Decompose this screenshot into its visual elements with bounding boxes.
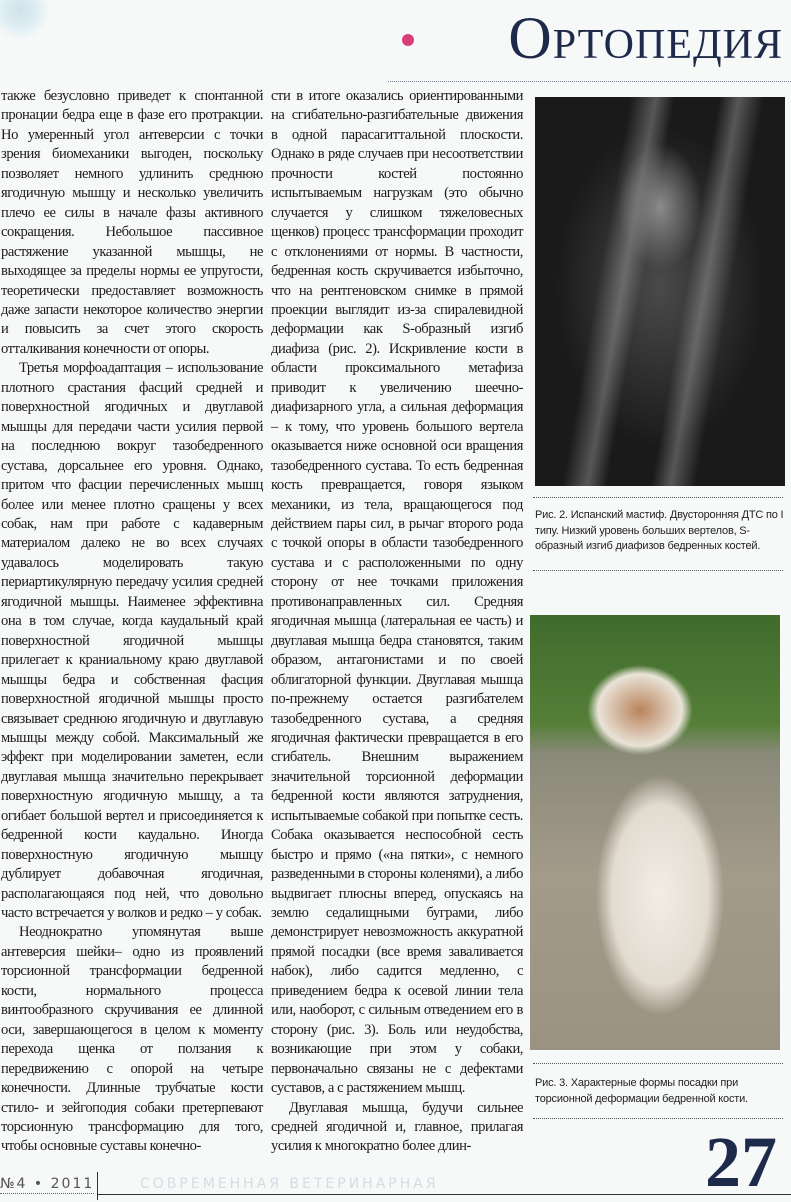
caption-divider bbox=[533, 570, 783, 571]
xray-image-figure-2 bbox=[535, 97, 785, 486]
footer-divider bbox=[97, 1172, 98, 1200]
title-divider bbox=[388, 81, 791, 82]
caption-divider bbox=[533, 1063, 783, 1064]
figure-3-caption: Рис. 3. Характерные формы посадки при торсионной деформации бедренной кости. bbox=[535, 1077, 748, 1105]
figure-2-caption: Рис. 2. Испанский мастиф. Двусторонняя ДТС по I типу. Низкий уровень больших вертелов, S-образный изгиб диафизов бедренных костей. bbox=[535, 509, 784, 552]
footer-rule bbox=[97, 1194, 791, 1195]
section-bullet-icon bbox=[402, 34, 414, 46]
corner-illustration bbox=[0, 0, 60, 40]
dog-photo-figure-3 bbox=[530, 615, 780, 1050]
section-title: Ортопедия bbox=[508, 5, 783, 71]
paragraph: Третья морфоадаптация – использование плотного срастания фасций средней и поверхностной ягодичных и двуглавой мышцы для передачи части усилия первой на последнюю вокруг тазобедренного сустава, дорсальнее его уровня. Однако, притом что фасции перечисленных мышц более или менее плотно сращены у всех собак, нам при работе с кадаверным материалом далеко не во всех случаях удавалось моделировать такую периартикулярную передачу усилия средней ягодичной мышцы. Наименее эффективна она в том случае, когда каудальный край поверхностной ягодичной мышцы прилегает к краниальному краю двуглавой мышцы бедра и собственная фасция поверхностной ягодичной мышцы просто связывает среднюю ягодичную и двуглавую мышцы между собой. Максимальный же эффект при моделировании заметен, если двуглавая мышца значительно перекрывает поверхностную ягодичную мышцу, а та огибает большой вертел и присоединяется к бедренной кости каудально. Иногда поверхностную ягодичную мышцу дублирует добавочная ягодичная, располагающаяся под ней, что довольно часто встречается у волков и редко – у собак. bbox=[1, 360, 263, 922]
article-column-left bbox=[1, 87, 263, 1157]
page-number: 27 bbox=[705, 1122, 777, 1202]
paragraph: Двуглавая мышца, будучи сильнее средней ягодичной и, главное, прилагая усилия к многократно более длин- bbox=[271, 1099, 523, 1155]
caption-divider bbox=[533, 1118, 783, 1119]
magazine-name: СОВРЕМЕННАЯ ВЕТЕРИНАРНАЯ bbox=[140, 1176, 439, 1192]
paragraph: Неоднократно упомянутая выше антеверсия шейки– одно из проявлений торсионной трансформации бедренной кости, нормального процесса винтообразного скручивания ее длинной оси, завершающегося в целом к моменту перехода щенка от ползания к передвижению с опорой на четыре конечности. Длинные трубчатые кости стило- и зейгоподия собаки претерпевают торсионную трансформацию для того, чтобы основные суставы конечно- bbox=[1, 924, 263, 1155]
issue-label: №4 • 2011 bbox=[0, 1176, 95, 1192]
paragraph: сти в итоге оказались ориентированными на сгибательно-разгибательные движения в одной парасагиттальной плоскости. Однако в ряде случаев при несоответствии прочности костей постоянно испытываемым нагрузкам (это обычно случается у слишком тяжеловесных щенков) процесс трансформации проходит с отклонениями от нормы. В частности, бедренная кость скручивается избыточно, что на рентгеновском снимке в прямой проекции выглядит из-за спиралевидной деформации как S-образный изгиб диафиза (рис. 2). Искривление кости в области проксимального метафиза приводит к увеличению шеечно-диафизарного угла, а сильная деформация – к тому, что уровень большого вертела оказывается ниже основной оси вращения тазобедренного сустава. То есть бедренная кость превращается, говоря языком механики, из тела, вращающегося под действием пары сил, в рычаг второго рода с точкой опоры в области тазобедренного сустава и с расположенными по одну сторону от нее точками приложения противонаправленных сил. Средняя ягодичная мышца (латеральная ее часть) и двуглавая мышца бедра становятся, таким образом, антагонистами и по своей облигаторной функции. Двуглавая мышца по-прежнему остается разгибателем тазобедренного сустава, а средняя ягодичная фактически превращается в его сгибатель. Внешним выражением значительной торсионной деформации бедренной кости являются затруднения, испытываемые собакой при попытке сесть. Собака оказывается неспособной сесть быстро и прямо («на пятки», с немного разведенными в стороны коленями), а либо выдвигает плюсны вперед, опускаясь на землю седалищными буграми, либо демонстрирует невозможность аккуратной прямой посадки (все время заваливается набок), либо садится медленно, с приведением бедра к осевой линии тела или, наоборот, с сильным отведением его в сторону (рис. 3). Боль или неудобства, возникающие при этом у собаки, первоначально связаны не с дефектами суставов, а с растяжением мышц. bbox=[271, 88, 523, 1097]
caption-divider bbox=[533, 497, 783, 498]
paragraph: также безусловно приведет к спонтанной пронации бедра еще в фазе его протракции. Но умеренный угол антеверсии с точки зрения биомеханики выгоден, поскольку позволяет немного удлинить среднюю ягодичную мышцу и несколько увеличить плечо ее силы в начале фазы активного сокращения. Небольшое пассивное растяжение указанной мышцы, не выходящее за пределы нормы ее упругости, теоретически предоставляет возможность даже запасти некоторое количество энергии и повысить за счет этого скорость отталкивания конечности от опоры. bbox=[1, 88, 263, 357]
article-column-middle bbox=[271, 87, 523, 1157]
